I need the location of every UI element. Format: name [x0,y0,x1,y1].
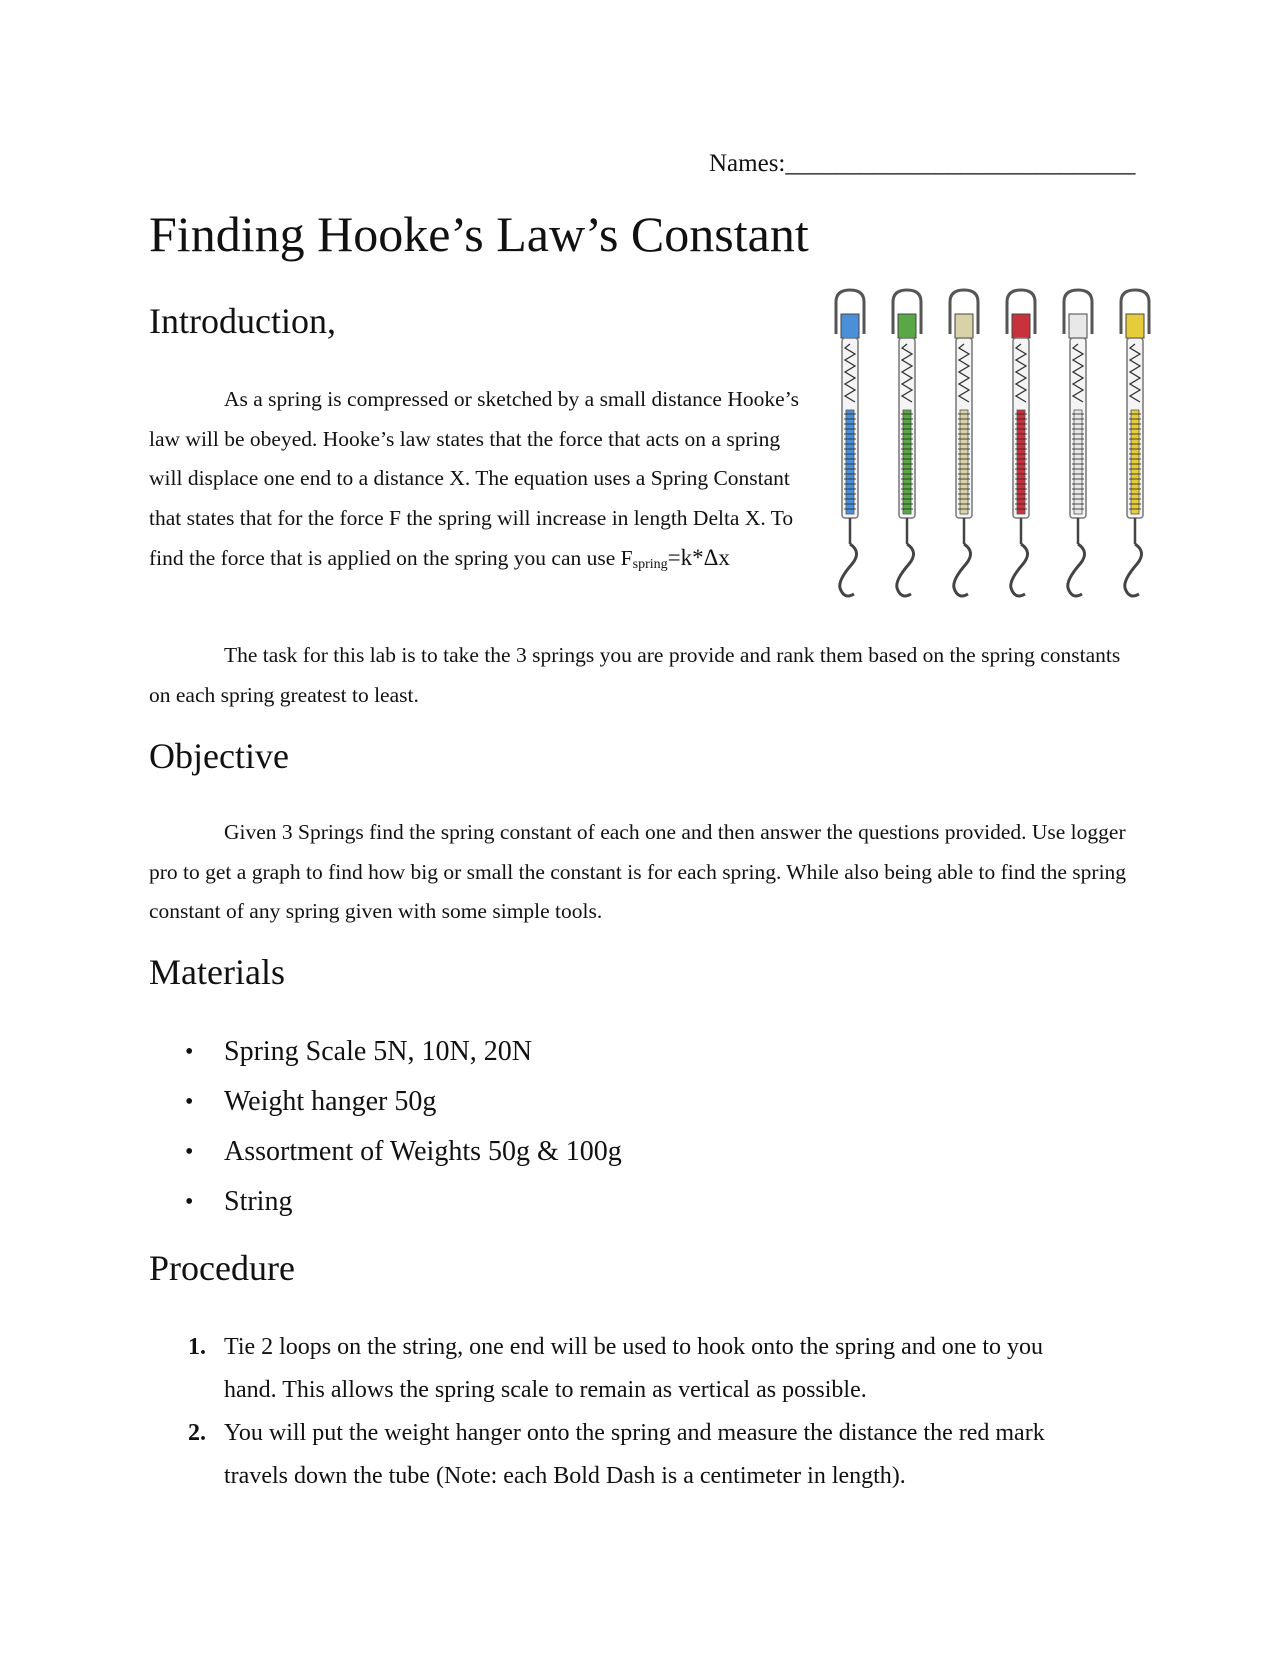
task-text: The task for this lab is to take the 3 springs you are provide and rank them based on the spring constants on each spring greatest to least. [149,643,1121,707]
bullet-marker: • [185,1039,194,1065]
formula-rest: =k*Δx [667,545,730,570]
spring-scale [893,290,921,596]
formula-subscript: spring [632,557,668,572]
material-text: String [224,1186,293,1217]
spring-scale [1121,290,1149,596]
list-item [0,1412,1280,1498]
document-title: Finding Hooke’s Law’s Constant [149,206,809,262]
bullet-marker: • [185,1139,194,1165]
task-paragraph [149,636,1134,715]
material-text: Spring Scale 5N, 10N, 20N [224,1036,532,1067]
procedure-heading: Procedure [149,1248,295,1288]
step-number: 1. [188,1334,206,1360]
introduction-text: As a spring is compressed or sketched by a small distance Hooke’s law will be obeyed. Hooke’s law states that the force that acts on a spring will displace one end to a distance X. The equation uses a Spring Constant that states that for the force F the spring will increase in length Delta X. To find the force that is applied on the spring you can use F [149,387,799,570]
names-blank: ____________________________ [785,150,1136,177]
step-text: You will put the weight hanger onto the spring and measure the distance the red mark travels down the tube (Note: each Bold Dash is a centimeter in length). [224,1420,1045,1489]
names-field [709,150,1135,178]
procedure-list [0,1326,1280,1498]
step-number: 2. [188,1420,206,1446]
step-text: Tie 2 loops on the string, one end will be used to hook onto the spring and one to you hand. This allows the spring scale to remain as vertical as possible. [224,1334,1044,1403]
objective-text: Given 3 Springs find the spring constant of each one and then answer the questions provided. Use logger pro to get a graph to find how big or small the constant is for each spring. While also being able to find the spring constant of any spring given with some simple tools. [149,820,1127,923]
objective-heading: Objective [149,736,289,776]
spring-scale [836,290,864,596]
material-text: Assortment of Weights 50g & 100g [224,1136,622,1167]
materials-heading: Materials [149,952,285,992]
introduction-paragraph [149,380,809,579]
material-text: Weight hanger 50g [224,1086,437,1117]
objective-paragraph [149,813,1134,932]
spring-scale [1007,290,1035,596]
list-item [0,1326,1280,1412]
introduction-heading: Introduction, [149,301,336,341]
names-label: Names: [709,150,786,177]
spring-scale [950,290,978,596]
spring-scale [1064,290,1092,596]
bullet-marker: • [185,1089,194,1115]
spring-scales-image [826,288,1166,608]
bullet-marker: • [185,1189,194,1215]
